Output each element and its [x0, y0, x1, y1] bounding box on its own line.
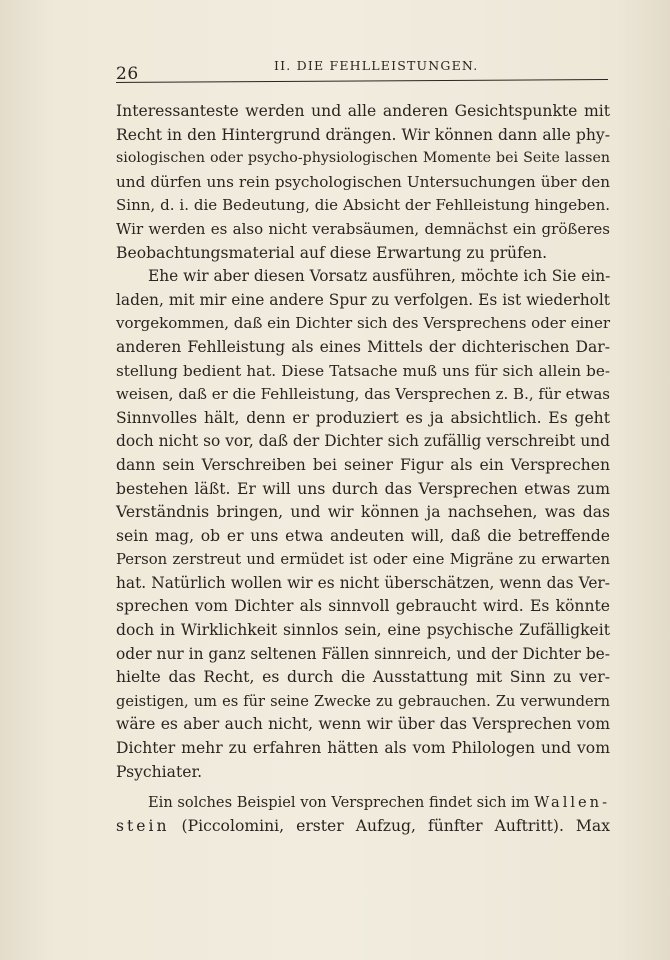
body-text [116, 100, 610, 838]
text-line: und dürfen uns rein psychologischen Untersuchungen über den [116, 172, 610, 191]
text-line: sein mag, ob er uns etwa andeuten will, daß die betreffende [116, 526, 610, 545]
text-line: siologischen oder psycho-physiologischen Momente bei Seite lassen [116, 150, 610, 167]
text-line: stellung bedient hat. Diese Tatsache muß uns für sich allein be- [116, 361, 610, 380]
text-line: dann sein Verschreiben bei seiner Figur als ein Versprechen [116, 455, 610, 474]
text-line: Wir werden es also nicht verabsäumen, demnächst ein größeres [116, 219, 610, 238]
text-line: sprechen vom Dichter als sinnvoll gebraucht wird. Es könnte [116, 597, 610, 616]
text-line: Sinn, d. i. die Bedeutung, die Absicht der Fehlleistung hingeben. [116, 196, 610, 215]
text-line: oder nur in ganz seltenen Fällen sinnreich, und der Dichter be- [116, 644, 610, 663]
text-line: Recht in den Hintergrund drängen. Wir können dann alle phy- [116, 125, 610, 144]
text-line: Dichter mehr zu erfahren hätten als vom Philologen und vom [116, 739, 610, 758]
text-line: Psychiater. [116, 762, 203, 781]
text-line: wäre es aber auch nicht, wenn wir über das Versprechen vom [116, 715, 610, 734]
text-line: hielte das Recht, es durch die Ausstattung mit Sinn zu ver- [116, 668, 610, 687]
text-run: (Piccolomini, erster Aufzug, fünfter Auftritt). Max [169, 816, 610, 835]
text-line: Person zerstreut und ermüdet ist oder eine Migräne zu erwarten [116, 551, 610, 569]
text-line [116, 791, 610, 815]
text-line: bestehen läßt. Er will uns durch das Versprechen etwas zum [116, 479, 610, 498]
page-number: 26 [116, 64, 139, 84]
text-line: hat. Natürlich wollen wir es nicht überschätzen, wenn das Ver- [116, 573, 610, 592]
text-line: anderen Fehlleistung als eines Mittels der dichterischen Dar- [116, 337, 610, 356]
running-title: II. DIE FEHLLEISTUNGEN. [274, 58, 479, 73]
text-line: doch in Wirklichkeit sinnlos sein, eine psychische Zufälligkeit [116, 621, 610, 640]
text-line: geistigen, um es für seine Zwecke zu gebrauchen. Zu verwundern [116, 692, 610, 710]
text-line: Ehe wir aber diesen Vorsatz ausführen, möchte ich Sie ein- [148, 267, 611, 286]
text-run: Ein solches Beispiel von Versprechen findet sich im [148, 794, 535, 812]
text-line: laden, mit mir eine andere Spur zu verfolgen. Es ist wiederholt [116, 290, 610, 309]
text-line: Sinnvolles hält, denn er produziert es ja absichtlich. Es geht [116, 408, 610, 427]
text-line [116, 815, 610, 839]
text-line: doch nicht so vor, daß der Dichter sich zufällig verschreibt und [116, 432, 610, 451]
spaced-name: stein [116, 816, 170, 835]
text-line: Beobachtungsmaterial auf diese Erwartung zu prüfen. [116, 243, 548, 262]
text-line: weisen, daß er die Fehlleistung, das Versprechen z. B., für etwas [116, 385, 610, 404]
spaced-name: Wallen- [534, 794, 610, 812]
text-line: vorgekommen, daß ein Dichter sich des Versprechens oder einer [116, 314, 610, 333]
text-line: Interessanteste werden und alle anderen Gesichtspunkte mit [116, 102, 610, 120]
text-line: Verständnis bringen, und wir können ja nachsehen, was das [116, 503, 610, 522]
